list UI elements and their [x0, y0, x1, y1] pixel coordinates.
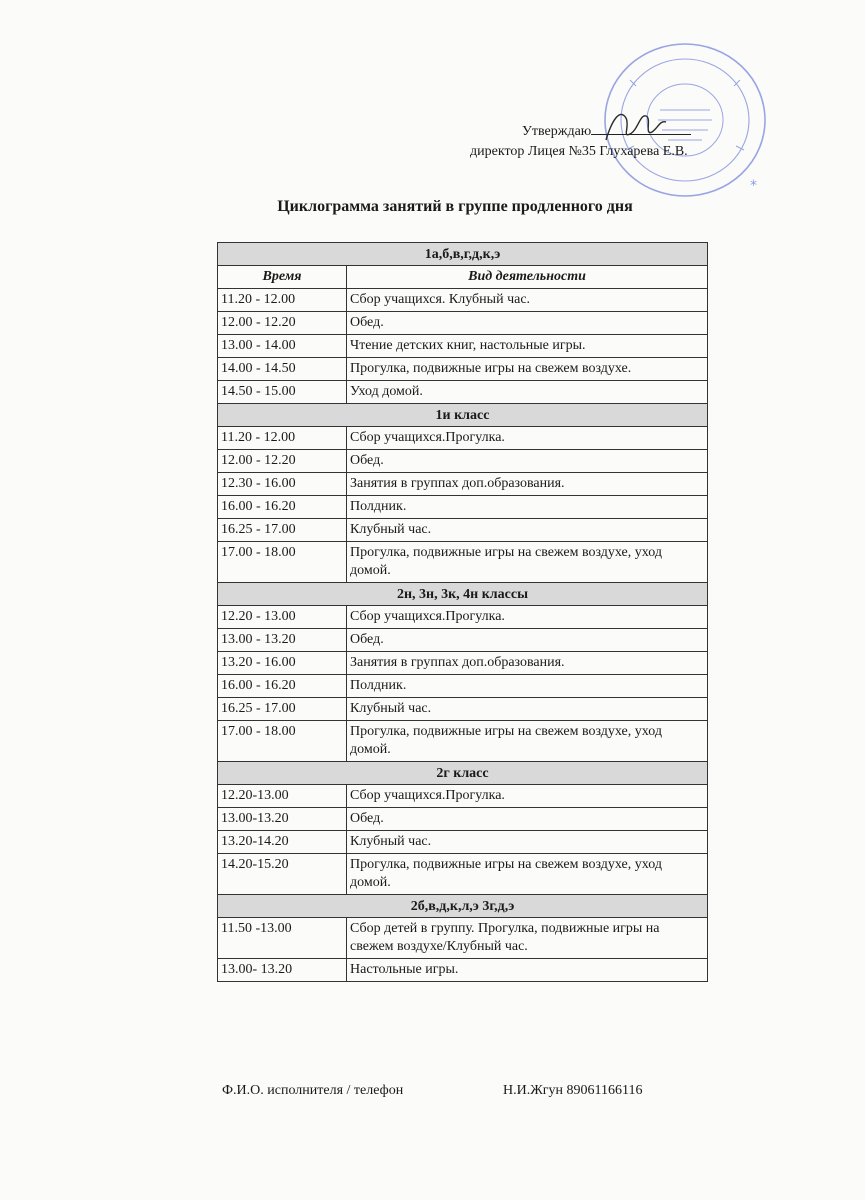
- signature-line: [591, 120, 691, 135]
- section-header: [218, 583, 708, 606]
- time-cell: 13.00 - 14.00: [218, 335, 347, 358]
- activity-cell: Сбор детей в группу. Прогулка, подвижные игры на свежем воздухе/Клубный час.: [347, 918, 708, 959]
- time-cell: 12.00 - 12.20: [218, 312, 347, 335]
- activity-cell: Сбор учащихся.Прогулка.: [347, 606, 708, 629]
- time-cell: 16.00 - 16.20: [218, 496, 347, 519]
- table-row: [218, 785, 708, 808]
- activity-cell: Обед.: [347, 629, 708, 652]
- time-cell: 11.20 - 12.00: [218, 427, 347, 450]
- section-title: 2б,в,д,к,л,э 3г,д,э: [218, 895, 708, 918]
- time-cell: 16.25 - 17.00: [218, 698, 347, 721]
- director-line: директор Лицея №35 Глухарева Е.В.: [470, 144, 688, 159]
- schedule-table: [217, 242, 708, 982]
- table-row: [218, 496, 708, 519]
- svg-text:*: *: [750, 178, 757, 194]
- activity-column-header: Вид деятельности: [347, 266, 708, 289]
- table-row: [218, 629, 708, 652]
- time-cell: 14.50 - 15.00: [218, 381, 347, 404]
- table-row: [218, 652, 708, 675]
- time-cell: 12.20 - 13.00: [218, 606, 347, 629]
- time-cell: 12.20-13.00: [218, 785, 347, 808]
- executor-label: Ф.И.О. исполнителя / телефон: [222, 1083, 404, 1098]
- table-row: [218, 959, 708, 982]
- activity-cell: Полдник.: [347, 496, 708, 519]
- section-header: [218, 243, 708, 266]
- time-cell: 13.20-14.20: [218, 831, 347, 854]
- activity-cell: Прогулка, подвижные игры на свежем воздухе, уход домой.: [347, 542, 708, 583]
- activity-cell: Сбор учащихся.Прогулка.: [347, 427, 708, 450]
- section-title: 1а,б,в,г,д,к,э: [218, 243, 708, 266]
- section-title: 2н, 3н, 3к, 4н классы: [218, 583, 708, 606]
- section-header: [218, 895, 708, 918]
- activity-cell: Полдник.: [347, 675, 708, 698]
- activity-cell: Занятия в группах доп.образования.: [347, 473, 708, 496]
- activity-cell: Клубный час.: [347, 698, 708, 721]
- time-cell: 11.50 -13.00: [218, 918, 347, 959]
- time-cell: 17.00 - 18.00: [218, 542, 347, 583]
- executor-contact: Н.И.Жгун 89061166116: [503, 1083, 643, 1098]
- table-row: [218, 473, 708, 496]
- time-cell: 14.20-15.20: [218, 854, 347, 895]
- table-row: [218, 381, 708, 404]
- activity-cell: Сбор учащихся. Клубный час.: [347, 289, 708, 312]
- activity-cell: Настольные игры.: [347, 959, 708, 982]
- table-row: [218, 918, 708, 959]
- section-title: 2г класс: [218, 762, 708, 785]
- activity-cell: Занятия в группах доп.образования.: [347, 652, 708, 675]
- activity-cell: Прогулка, подвижные игры на свежем воздухе.: [347, 358, 708, 381]
- table-row: [218, 358, 708, 381]
- approval-label: Утверждаю: [522, 124, 592, 139]
- table-row: [218, 450, 708, 473]
- time-cell: 11.20 - 12.00: [218, 289, 347, 312]
- section-title: 1и класс: [218, 404, 708, 427]
- activity-cell: Уход домой.: [347, 381, 708, 404]
- time-cell: 16.25 - 17.00: [218, 519, 347, 542]
- activity-cell: Клубный час.: [347, 831, 708, 854]
- activity-cell: Обед.: [347, 808, 708, 831]
- table-row: [218, 831, 708, 854]
- activity-cell: Чтение детских книг, настольные игры.: [347, 335, 708, 358]
- table-row: [218, 427, 708, 450]
- time-cell: 12.30 - 16.00: [218, 473, 347, 496]
- table-row: [218, 335, 708, 358]
- time-cell: 16.00 - 16.20: [218, 675, 347, 698]
- table-row: [218, 606, 708, 629]
- time-cell: 17.00 - 18.00: [218, 721, 347, 762]
- document-title: Циклограмма занятий в группе продленного дня: [277, 198, 633, 215]
- activity-cell: Обед.: [347, 450, 708, 473]
- table-row: [218, 542, 708, 583]
- table-row: [218, 675, 708, 698]
- approval-block: [470, 120, 800, 162]
- activity-cell: Прогулка, подвижные игры на свежем воздухе, уход домой.: [347, 721, 708, 762]
- table-row: [218, 289, 708, 312]
- time-cell: 12.00 - 12.20: [218, 450, 347, 473]
- activity-cell: Сбор учащихся.Прогулка.: [347, 785, 708, 808]
- section-header: [218, 404, 708, 427]
- activity-cell: Клубный час.: [347, 519, 708, 542]
- time-cell: 13.00-13.20: [218, 808, 347, 831]
- time-cell: 13.20 - 16.00: [218, 652, 347, 675]
- table-row: [218, 698, 708, 721]
- table-row: [218, 808, 708, 831]
- time-cell: 13.00 - 13.20: [218, 629, 347, 652]
- table-row: [218, 519, 708, 542]
- table-row: [218, 312, 708, 335]
- table-row: [218, 854, 708, 895]
- time-cell: 14.00 - 14.50: [218, 358, 347, 381]
- time-column-header: Время: [218, 266, 347, 289]
- table-row: [218, 721, 708, 762]
- column-header-row: [218, 266, 708, 289]
- time-cell: 13.00- 13.20: [218, 959, 347, 982]
- activity-cell: Обед.: [347, 312, 708, 335]
- activity-cell: Прогулка, подвижные игры на свежем воздухе, уход домой.: [347, 854, 708, 895]
- section-header: [218, 762, 708, 785]
